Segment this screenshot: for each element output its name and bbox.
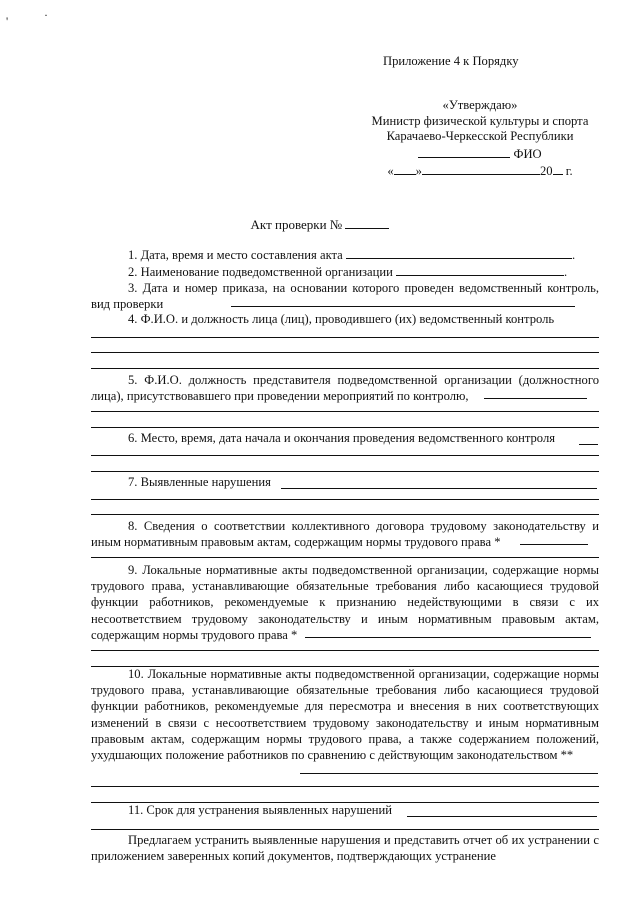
blank-line bbox=[91, 471, 599, 472]
item-9: 9. Локальные нормативные акты подведомственной организации, содержащие нормы трудового права, устанавливающие обязательные требования либо касающиеся трудовой функции работников, рекомендуемые к признанию недействующими в связи с их несоответствием трудовому законодательству и иным нормативным правовым актам, содержащим нормы трудового права * bbox=[91, 563, 599, 642]
item-11: 11. Срок для устранения выявленных нарушений bbox=[128, 803, 393, 817]
item-5-fill bbox=[484, 386, 587, 399]
blank-line bbox=[91, 411, 599, 412]
scan-speck: · bbox=[44, 8, 48, 22]
item-3-fill bbox=[231, 294, 575, 307]
minister-line-2: Карачаево-Черкесской Республики bbox=[386, 129, 574, 143]
appendix-label: Приложение 4 к Порядку bbox=[383, 54, 519, 68]
item-10-fill bbox=[300, 761, 598, 774]
blank-line bbox=[91, 499, 599, 500]
minister-line-1: Министр физической культуры и спорта bbox=[371, 113, 589, 128]
item-8-fill bbox=[520, 532, 588, 545]
item-7: 7. Выявленные нарушения bbox=[128, 475, 271, 489]
final-paragraph: Предлагаем устранить выявленные нарушения и представить отчет об их устранении с приложением заверенных копий документов, подтверждающих устранение bbox=[91, 833, 599, 864]
approval-block bbox=[330, 98, 630, 180]
item-10: 10. Локальные нормативные акты подведомственной организации, содержащие нормы трудового права, устанавливающие обязательные требования либо касающиеся трудовой функции работников, рекомендуемые для пересмотра и внесения в них соответствующих изменений в связи с несоответствием трудовому законодательству и иным нормативным правовым актам, содержащим нормы трудового права, а также содержанием положений, ухудшающих положение работников по сравнению с действующим законодательством ** bbox=[91, 667, 599, 763]
blank-line bbox=[91, 455, 599, 456]
fio-label: ФИО bbox=[513, 146, 542, 161]
blank-line bbox=[91, 352, 599, 353]
item-6-fill bbox=[579, 432, 598, 445]
blank-line bbox=[91, 368, 599, 369]
blank-line bbox=[91, 829, 599, 830]
item-4: 4. Ф.И.О. и должность лица (лиц), проводившего (их) ведомственный контроль bbox=[128, 312, 555, 326]
blank-line bbox=[91, 786, 599, 787]
item-1: 1. Дата, время и место составления акта . bbox=[128, 248, 576, 262]
blank-line bbox=[91, 557, 599, 558]
blank-line bbox=[91, 337, 599, 338]
item-2: 2. Наименование подведомственной организации . bbox=[128, 265, 568, 279]
blank-line bbox=[91, 514, 599, 515]
item-5: 5. Ф.И.О. должность представителя подведомственной организации (должностного лица), присутствовавшего при проведении мероприятий по контролю, bbox=[91, 373, 599, 404]
blank-line bbox=[91, 650, 599, 651]
scan-speck: ' bbox=[6, 14, 9, 28]
blank-line bbox=[91, 427, 599, 428]
item-7-fill bbox=[281, 476, 597, 489]
item-8: 8. Сведения о соответствии коллективного договора трудовому законодательству и иным нормативным правовым актам, содержащим нормы трудового права * bbox=[91, 519, 599, 550]
item-6: 6. Место, время, дата начала и окончания проведения ведомственного контроля bbox=[128, 431, 556, 445]
date-line: « » 20 г. bbox=[387, 164, 573, 178]
fio-line bbox=[330, 145, 630, 163]
approve-label: «Утверждаю» bbox=[442, 98, 518, 112]
item-3: 3. Дата и номер приказа, на основании которого проведен ведомственный контроль, вид проверки bbox=[91, 281, 599, 312]
item-11-fill bbox=[407, 804, 597, 817]
act-title: Акт проверки № bbox=[0, 216, 640, 233]
item-9-fill bbox=[305, 625, 591, 638]
